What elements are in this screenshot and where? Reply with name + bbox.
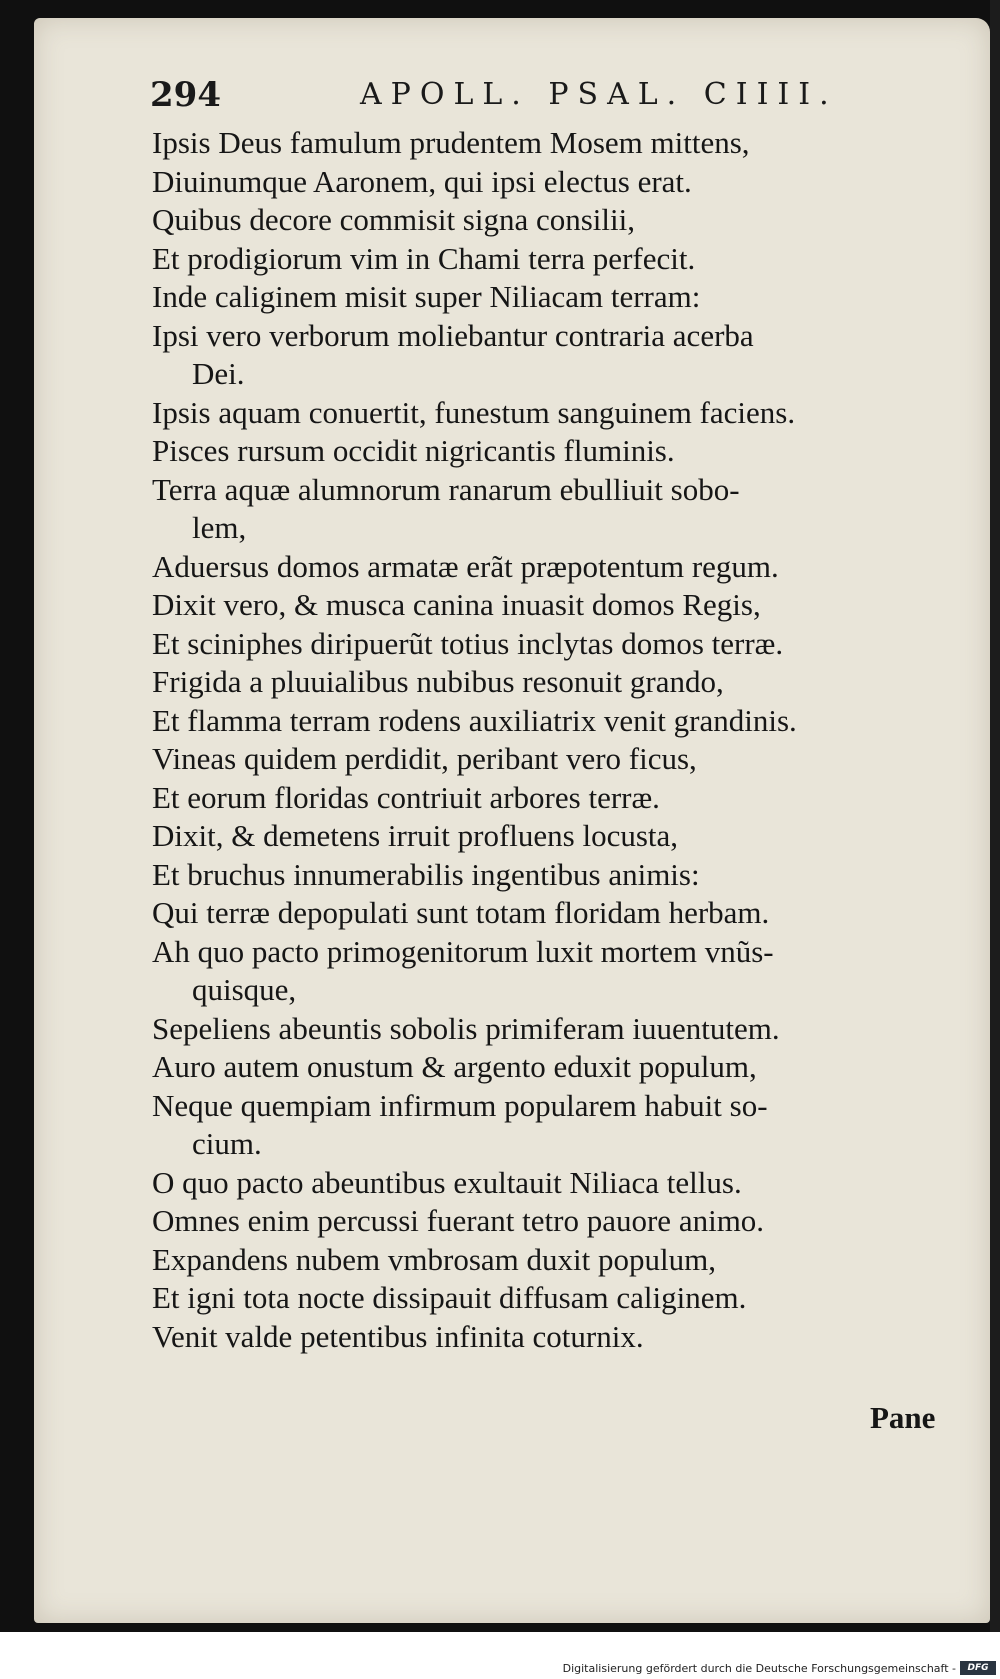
verse-line: Aduersus domos armatæ erãt præpotentum regum. bbox=[152, 548, 779, 584]
verse-line: Et prodigiorum vim in Chami terra perfecit. bbox=[152, 240, 696, 276]
verse-line: Expandens nubem vmbrosam duxit populum, bbox=[152, 1241, 716, 1277]
verse-continuation: quisque, bbox=[192, 972, 297, 1007]
digitization-credit: Digitalisierung gefördert durch die Deutsche Forschungsgemeinschaft - bbox=[562, 1662, 956, 1675]
verse-line: Ah quo pacto primogenitorum luxit mortem vnũs- bbox=[152, 933, 774, 969]
catchword: Pane bbox=[870, 1400, 936, 1435]
verse-line: Dixit, & demetens irruit profluens locusta, bbox=[152, 818, 679, 853]
verse-line: Et igni tota nocte dissipauit diffusam caliginem. bbox=[152, 1280, 747, 1315]
verse-line: Neque quempiam infirmum popularem habuit so- bbox=[152, 1087, 768, 1123]
verse-line: Omnes enim percussi fuerant tetro pauore animo. bbox=[152, 1203, 765, 1238]
verse-line: Et sciniphes diripuerũt totius inclytas domos terræ. bbox=[152, 625, 784, 661]
verse-line: Vineas quidem perdidit, peribant vero ficus, bbox=[152, 741, 697, 776]
verse-line: Frigida a pluuialibus nubibus resonuit grando, bbox=[152, 664, 724, 699]
verse-continuation: cium. bbox=[192, 1126, 262, 1161]
verse-line: Inde caliginem misit super Niliacam terram: bbox=[152, 279, 701, 314]
verse-line: Pisces rursum occidit nigricantis fluminis. bbox=[152, 433, 675, 468]
running-title: APOLL. PSAL. CIIII. bbox=[360, 77, 838, 112]
verse-line: Quibus decore commisit signa consilii, bbox=[152, 202, 636, 237]
verse-line: Terra aquæ alumnorum ranarum ebulliuit sobo- bbox=[152, 471, 740, 507]
verse-line: Et eorum floridas contriuit arbores terræ. bbox=[152, 779, 660, 815]
dfg-logo: DFG bbox=[960, 1661, 996, 1675]
verse-line: Auro autem onustum & argento eduxit populum, bbox=[152, 1049, 757, 1084]
verse-line: Et bruchus innumerabilis ingentibus animis: bbox=[152, 856, 700, 892]
scan-edge bbox=[990, 0, 1000, 1632]
page-number: 294 bbox=[150, 75, 221, 115]
verse-line: Ipsis Deus famulum prudentem Mosem mittens, bbox=[152, 125, 750, 160]
verse-line: Qui terræ depopulati sunt totam floridam herbam. bbox=[152, 895, 770, 930]
verse-line: O quo pacto abeuntibus exultauit Niliaca tellus. bbox=[152, 1164, 742, 1200]
verse-continuation: Dei. bbox=[192, 356, 245, 391]
verse-line: Ipsi vero verborum moliebantur contraria acerba bbox=[152, 317, 754, 353]
verse-line: Ipsis aquam conuertit, funestum sanguinem faciens. bbox=[152, 394, 796, 430]
verse-line: Et flamma terram rodens auxiliatrix venit grandinis. bbox=[152, 702, 797, 738]
psalm-text bbox=[152, 124, 952, 1356]
verse-continuation: lem, bbox=[192, 510, 247, 545]
verse-line: Venit valde petentibus infinita coturnix. bbox=[152, 1318, 644, 1354]
page-header bbox=[150, 75, 870, 115]
verse-line: Dixit vero, & musca canina inuasit domos Regis, bbox=[152, 587, 761, 622]
verse-line: Sepeliens abeuntis sobolis primiferam iuuentutem. bbox=[152, 1010, 780, 1046]
verse-line: Diuinumque Aaronem, qui ipsi electus erat. bbox=[152, 163, 692, 199]
